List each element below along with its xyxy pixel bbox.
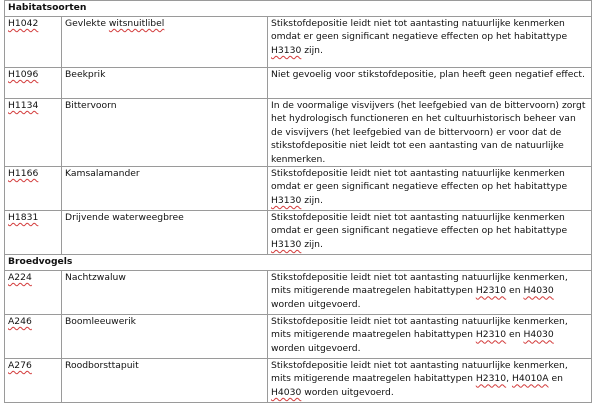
species-table-body: [5, 1, 592, 403]
habitat-type-code: H2310: [475, 373, 507, 385]
species-code-cell: [5, 99, 62, 167]
table-row: [5, 99, 592, 167]
species-name: Roodborsttapuit: [65, 360, 139, 372]
species-code: A246: [8, 316, 32, 328]
habitat-type-code: H4030: [523, 329, 554, 341]
section-header-row: [5, 1, 592, 17]
species-name-cell: [62, 359, 268, 403]
species-code-cell: [5, 167, 62, 211]
habitat-type-code: H3130: [271, 194, 302, 206]
description-text: ,: [506, 373, 512, 385]
description-text: Stikstofdepositie leidt niet tot aantasting natuurlijke kenmerken omdat er geen significant negatieve effecten op het habitattype: [271, 18, 568, 43]
description-text: Niet gevoelig voor stikstofdepositie, plan heeft geen negatief effect.: [271, 69, 585, 80]
species-effects-table: [4, 0, 592, 403]
species-name-cell: [62, 99, 268, 167]
species-name: Gevlekte: [65, 18, 109, 29]
species-code-cell: [5, 271, 62, 315]
table-row: [5, 167, 592, 211]
description-text: Stikstofdepositie leidt niet tot aantasting natuurlijke kenmerken omdat er geen significant negatieve effecten op het habitattype: [271, 212, 568, 237]
species-name-flagged-word: witsnuitlibel: [108, 18, 165, 29]
habitat-type-code: H2310: [475, 285, 507, 297]
habitat-type-code: H2310: [475, 329, 507, 341]
table-row: [5, 211, 592, 255]
species-name-cell: [62, 17, 268, 68]
habitat-type-code: H4030: [523, 285, 554, 297]
section-header-row: [5, 255, 592, 271]
species-code: H1134: [8, 100, 39, 111]
effect-description-cell: [268, 211, 592, 255]
section-heading: Habitatsoorten: [5, 1, 592, 17]
species-name: Drijvende waterweegbree: [65, 212, 184, 224]
species-code: H1096: [8, 69, 39, 80]
effect-description-cell: [268, 271, 592, 315]
species-name-cell: [62, 315, 268, 359]
description-text: en: [548, 373, 563, 385]
section-heading: Broedvogels: [5, 255, 592, 271]
table-row: [5, 17, 592, 68]
species-name: Nachtzwaluw: [65, 272, 126, 284]
species-code: A224: [8, 272, 32, 284]
habitat-type-code: H3130: [271, 44, 302, 56]
table-row: [5, 315, 592, 359]
effect-description-cell: [268, 99, 592, 167]
description-text: Stikstofdepositie leidt niet tot aantasting natuurlijke kenmerken omdat er geen significant negatieve effecten op het habitattype: [271, 168, 568, 193]
species-code: H1166: [8, 168, 39, 180]
habitat-type-code: H3130: [271, 238, 302, 250]
species-code-cell: [5, 315, 62, 359]
species-code-cell: [5, 359, 62, 403]
species-name: Boomleeuwerik: [65, 316, 136, 328]
habitat-type-code: H4030: [271, 386, 302, 398]
effect-description-cell: [268, 17, 592, 68]
habitat-type-code: H4010A: [511, 373, 549, 385]
species-name-cell: [62, 68, 268, 99]
table-row: [5, 359, 592, 403]
description-text: Stikstofdepositie leidt niet tot aantasting natuurlijke kenmerken, mits mitigerende maatregelen habitattypen: [271, 272, 568, 297]
effect-description-cell: [268, 359, 592, 403]
species-name: Kamsalamander: [65, 168, 140, 180]
description-text: zijn.: [301, 238, 323, 250]
description-text: Stikstofdepositie leidt niet tot aantasting natuurlijke kenmerken, mits mitigerende maatregelen habitattypen: [271, 316, 568, 341]
species-name: Beekprik: [65, 69, 106, 80]
species-code-cell: [5, 68, 62, 99]
description-text: worden uitgevoerd.: [301, 386, 394, 398]
description-text: en: [506, 285, 524, 297]
table-row: [5, 68, 592, 99]
species-code-cell: [5, 17, 62, 68]
description-text: worden uitgevoerd.: [271, 342, 361, 354]
species-name-cell: [62, 167, 268, 211]
species-code-cell: [5, 211, 62, 255]
species-code: A276: [8, 360, 32, 372]
effect-description-cell: [268, 167, 592, 211]
species-table-document: [4, 0, 591, 403]
species-name-cell: [62, 211, 268, 255]
description-text: zijn.: [301, 194, 323, 206]
description-text: Stikstofdepositie leidt niet tot aantasting natuurlijke kenmerken, mits mitigerende maatregelen habitattypen: [271, 360, 568, 385]
description-text: worden uitgevoerd.: [271, 298, 361, 310]
species-code: H1831: [8, 212, 39, 224]
description-text: In de voormalige visvijvers (het leefgebied van de bittervoorn) zorgt het hydrologisch functioneren en het cultuurhistorisch beheer van de visvijvers (het leefgebied van de bittervoorn) er voor dat de stikstofdepositie niet leidt tot een aantasting van de natuurlijke kenmerken.: [271, 100, 586, 165]
table-row: [5, 271, 592, 315]
effect-description-cell: [268, 315, 592, 359]
description-text: zijn.: [301, 44, 323, 56]
species-name: Bittervoorn: [65, 100, 117, 111]
species-name-cell: [62, 271, 268, 315]
effect-description-cell: [268, 68, 592, 99]
species-code: H1042: [8, 18, 39, 29]
description-text: en: [506, 329, 524, 341]
